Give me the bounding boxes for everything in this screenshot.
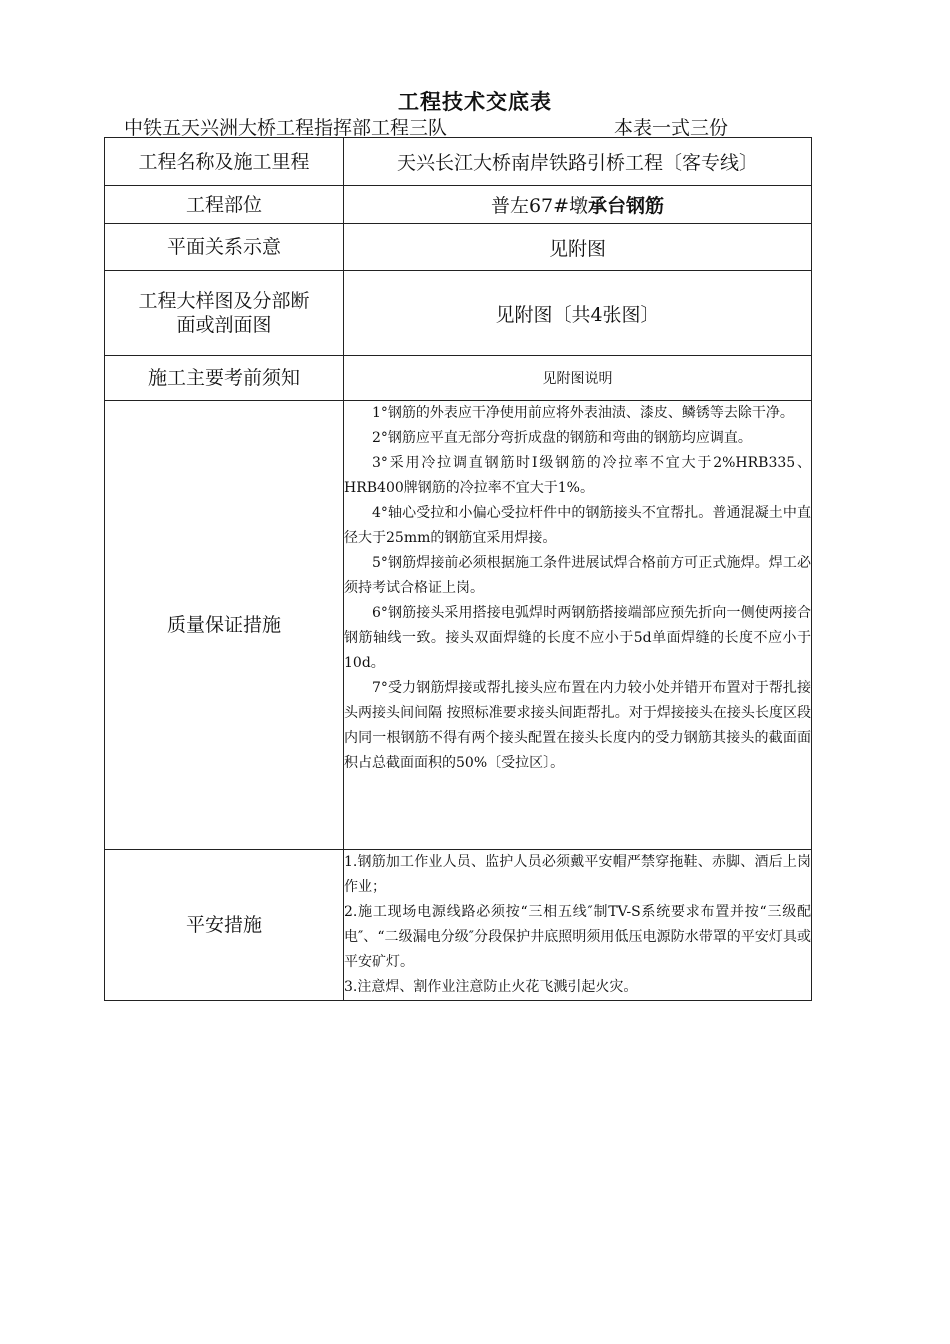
label-safety: 平安措施 xyxy=(105,850,344,1001)
label-detail-drawings-line1: 工程大样图及分部断 xyxy=(138,290,310,312)
value-detail-drawings: 见附图〔共4张图〕 xyxy=(344,271,812,356)
table-row-project-name xyxy=(105,138,812,186)
safety-measures-text xyxy=(344,850,812,1001)
quality-item: 6°钢筋接头采用搭接电弧焊时两钢筋搭接端部应预先折向一侧使两接合钢筋轴线一致。接头双面焊缝的长度不应小于5d单面焊缝的长度不应小于10d。 xyxy=(344,605,811,671)
quality-item: 5°钢筋焊接前必须根据施工条件进展试焊合格前方可正式施焊。焊工必须持考试合格证上岗。 xyxy=(344,555,811,596)
safety-item: 3.注意焊、割作业注意防止火花飞溅引起火灾。 xyxy=(344,979,638,995)
copies-note: 本表一式三份 xyxy=(614,117,729,139)
table-row-quality xyxy=(105,401,812,850)
value-project-part xyxy=(344,186,812,224)
value-plan-relation: 见附图 xyxy=(344,224,812,271)
quality-item: 7°受力钢筋焊接或帮扎接头应布置在内力较小处并错开布置对于帮扎接头两接头间间隔 按照标准要求接头间距帮扎。对于焊接接头在接头长度区段内同一根钢筋不得有两个接头配置在接头长度内的受力钢筋其接头的截面面积占总截面面积的50%〔受拉区〕。 xyxy=(344,680,811,771)
table-row-pre-notice xyxy=(105,356,812,401)
label-detail-drawings-line2: 面或剖面图 xyxy=(176,314,272,336)
label-plan-relation: 平面关系示意 xyxy=(105,224,344,271)
table-row-project-part xyxy=(105,186,812,224)
quality-measures-text xyxy=(344,401,812,850)
label-detail-drawings xyxy=(105,271,344,356)
disclosure-table xyxy=(104,137,812,1001)
label-project-part: 工程部位 xyxy=(105,186,344,224)
value-project-part-location: 普左67#墩 xyxy=(490,195,589,217)
table-row-safety xyxy=(105,850,812,1001)
safety-item: 1.钢筋加工作业人员、监护人员必须戴平安帽严禁穿拖鞋、赤脚、酒后上岗作业； xyxy=(344,854,811,895)
label-pre-notice: 施工主要考前须知 xyxy=(105,356,344,401)
quality-item: 2°钢筋应平直无部分弯折成盘的钢筋和弯曲的钢筋均应调直。 xyxy=(372,430,752,446)
value-project-name: 天兴长江大桥南岸铁路引桥工程〔客专线〕 xyxy=(344,138,812,186)
table-row-detail-drawings xyxy=(105,271,812,356)
label-quality: 质量保证措施 xyxy=(105,401,344,850)
safety-item: 2.施工现场电源线路必须按“三相五线″制TV-S系统要求布置并按“三级配电″、“二级漏电分级″分段保护井底照明须用低压电源防水带罩的平安灯具或平安矿灯。 xyxy=(344,904,811,970)
organization-name: 中铁五天兴洲大桥工程指挥部工程三队 xyxy=(124,117,448,139)
value-pre-notice: 见附图说明 xyxy=(344,356,812,401)
table-row-plan-relation xyxy=(105,224,812,271)
document-title: 工程技术交底表 xyxy=(398,89,552,114)
quality-item: 1°钢筋的外表应干净使用前应将外表油渍、漆皮、鳞锈等去除干净。 xyxy=(372,405,794,421)
value-project-part-item: 承台钢筋 xyxy=(588,195,665,217)
label-project-name: 工程名称及施工里程 xyxy=(105,138,344,186)
quality-item: 4°轴心受拉和小偏心受拉杆件中的钢筋接头不宜帮扎。普通混凝土中直径大于25mm的钢筋宜采用焊接。 xyxy=(344,505,811,546)
quality-item: 3°采用冷拉调直钢筋时Ⅰ级钢筋的冷拉率不宜大于2%HRB335、HRB400牌钢筋的冷拉率不宜大于1%。 xyxy=(344,455,811,496)
